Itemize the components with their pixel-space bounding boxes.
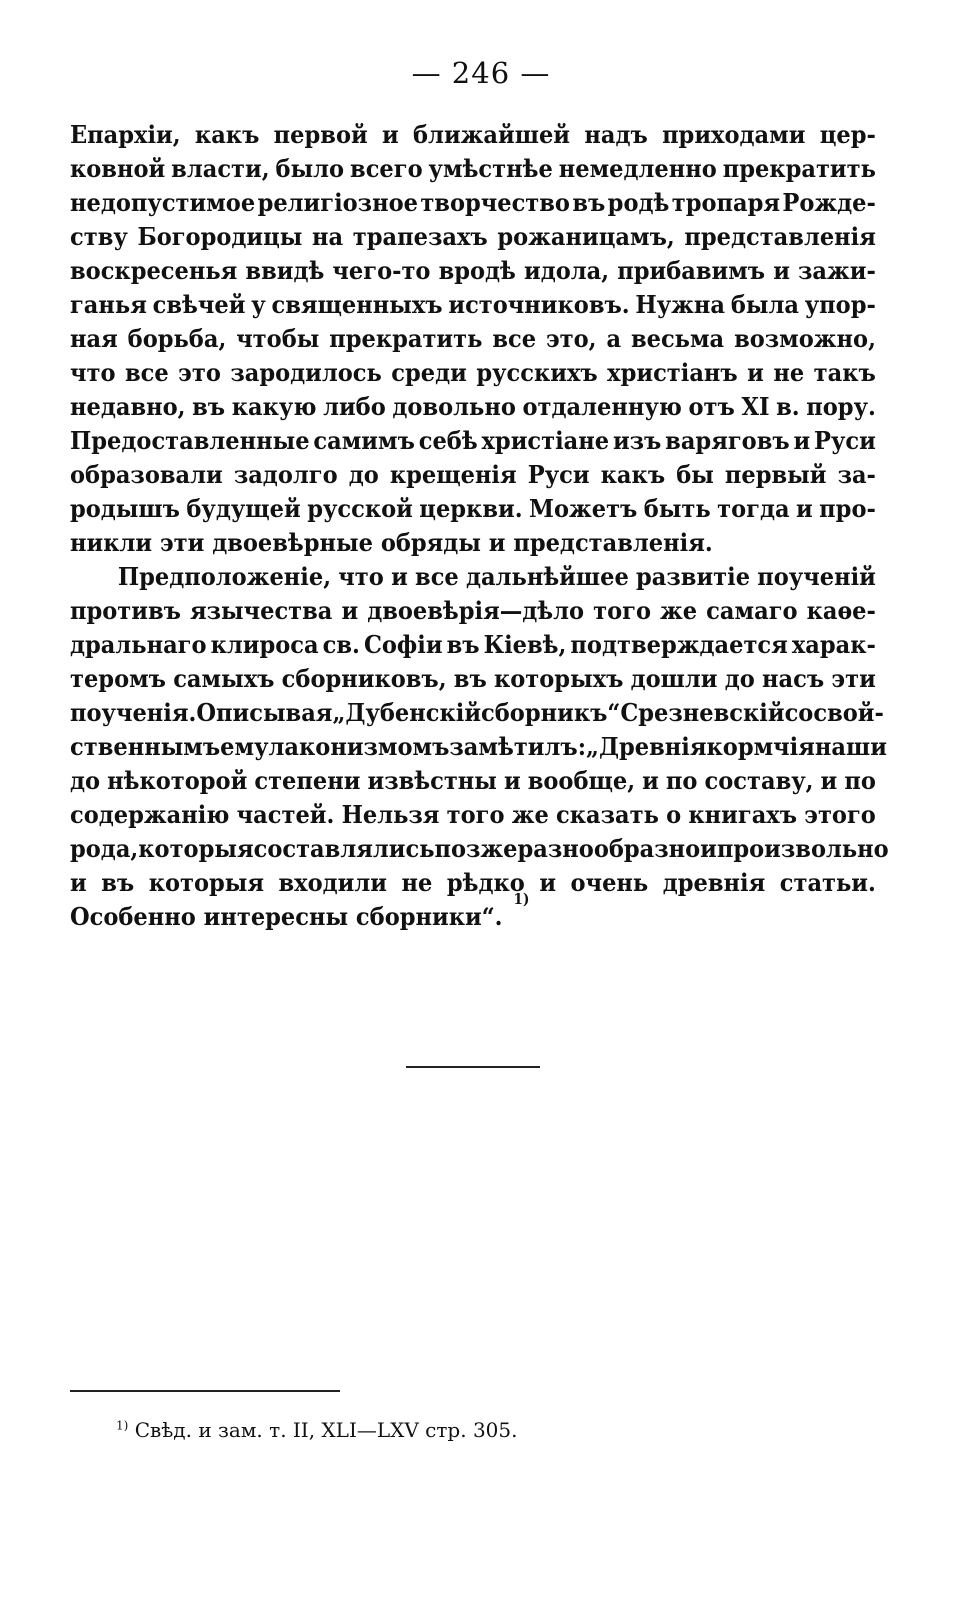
word: того — [593, 596, 651, 625]
word: ная — [70, 324, 118, 353]
word: дошли — [630, 664, 718, 693]
text-line — [70, 696, 884, 730]
word: религіозное — [257, 188, 418, 217]
word: до — [70, 766, 101, 795]
word: Богородицы — [137, 222, 303, 251]
word: либо — [323, 392, 386, 421]
section-divider — [406, 1066, 540, 1068]
word: двоевѣрія—дѣло — [367, 596, 585, 625]
word: же — [511, 800, 549, 829]
word: Епархіи, — [70, 120, 181, 149]
word: Предположеніе, — [117, 562, 332, 591]
footnote-divider — [70, 1390, 340, 1392]
word: Предоставленные — [70, 426, 310, 455]
text-line — [70, 526, 876, 560]
word: чтобы — [236, 324, 320, 353]
word: быть — [643, 494, 711, 523]
text-line — [70, 186, 876, 220]
word: вообще, — [527, 766, 636, 795]
word: русскихъ — [476, 358, 598, 387]
word: „Древнія — [586, 732, 707, 761]
word: и — [796, 494, 813, 523]
word: творчество — [420, 188, 570, 217]
word: этого — [804, 800, 876, 829]
word: сборникъ“ — [481, 698, 621, 727]
word: и — [391, 562, 408, 591]
word: дральнаго — [70, 630, 207, 659]
word: все — [124, 358, 169, 387]
word: свѣчей — [152, 290, 246, 319]
word: въ — [572, 188, 606, 217]
word: идола, — [524, 256, 610, 285]
text-line — [70, 866, 876, 900]
text-line — [70, 798, 876, 832]
word: наши — [814, 732, 887, 761]
word: была — [730, 290, 799, 319]
word: возможно, — [734, 324, 876, 353]
word: рода, — [70, 834, 139, 863]
text-line — [70, 891, 876, 934]
word: какую — [231, 392, 317, 421]
word: источниковъ. — [448, 290, 630, 319]
word: Рожде- — [782, 188, 876, 217]
line-text: Особенно интересны сборники“. — [70, 902, 503, 931]
word: отъ — [688, 392, 735, 421]
word: самаго — [706, 596, 798, 625]
word: статьи. — [779, 868, 876, 897]
word: пору. — [806, 392, 876, 421]
word: у — [251, 290, 266, 319]
word: немедленно — [558, 154, 717, 183]
word: очень — [570, 868, 649, 897]
word: довольно — [392, 392, 516, 421]
page-number: — 246 — — [411, 56, 551, 90]
word: бы — [676, 460, 714, 489]
word: весьма — [630, 324, 725, 353]
word: сказать — [556, 800, 659, 829]
text-line — [70, 730, 887, 764]
word: какъ — [600, 460, 666, 489]
word: поученій — [757, 562, 876, 591]
text-line — [70, 764, 876, 798]
word: варяговъ — [665, 426, 790, 455]
word: не — [401, 868, 433, 897]
word: до — [348, 460, 379, 489]
text-line — [70, 458, 876, 492]
word: кормчія — [706, 732, 815, 761]
word: приходами — [662, 120, 806, 149]
word: не — [773, 358, 805, 387]
word: было — [275, 154, 345, 183]
footnote-reference[interactable]: 1) — [513, 891, 530, 908]
word: и — [381, 120, 399, 149]
word: чего-то — [332, 256, 431, 285]
word: зажи- — [798, 256, 876, 285]
word: Кіевѣ, — [483, 630, 567, 659]
word: поученія. — [70, 698, 197, 727]
word: ственнымъ — [70, 732, 221, 761]
word: а — [606, 324, 622, 353]
word: свой- — [813, 698, 884, 727]
word: насъ — [762, 664, 825, 693]
text-line — [70, 322, 876, 356]
word: это, — [545, 324, 597, 353]
word: прекратить — [722, 154, 876, 183]
word: церкви. — [419, 494, 523, 523]
word: которыя — [148, 868, 265, 897]
text-line — [70, 424, 876, 458]
word: отдаленную — [522, 392, 682, 421]
paragraph-2 — [70, 560, 889, 934]
word: и — [341, 596, 359, 625]
word: родышъ — [70, 494, 180, 523]
word: клироса — [210, 630, 319, 659]
word: которыхъ — [493, 664, 624, 693]
word: задолго — [233, 460, 338, 489]
word: лаконизмомъ — [268, 732, 450, 761]
word: все — [492, 324, 537, 353]
word: упор- — [804, 290, 876, 319]
word: и — [747, 358, 764, 387]
word: степени — [254, 766, 361, 795]
word: подтверждается — [570, 630, 788, 659]
word: и — [773, 256, 790, 285]
body-text — [70, 118, 889, 934]
text-line — [70, 220, 876, 254]
word: представленія — [684, 222, 876, 251]
word: нѣкоторой — [107, 766, 248, 795]
word: прибавимъ — [617, 256, 766, 285]
word: древнія — [662, 868, 766, 897]
line-text: никли эти двоевѣрные обряды и представленія. — [70, 528, 713, 557]
word: недопустимое — [70, 188, 256, 217]
word: ему — [220, 732, 269, 761]
word: въ — [453, 664, 487, 693]
word: прекратить — [329, 324, 483, 353]
word: Софіи — [363, 630, 443, 659]
word: замѣтилъ: — [449, 732, 587, 761]
word: въ — [446, 630, 480, 659]
word: теромъ — [70, 664, 166, 693]
text-line — [70, 254, 876, 288]
word: все — [415, 562, 459, 591]
word: ству — [70, 222, 128, 251]
word: каѳе- — [806, 596, 876, 625]
text-line — [70, 288, 876, 322]
word: родѣ — [607, 188, 670, 217]
word: харак- — [791, 630, 876, 659]
word: XI — [741, 392, 770, 421]
word: и — [70, 868, 87, 897]
word: произвольно — [716, 834, 889, 863]
word: развитіе — [636, 562, 751, 591]
word: на — [312, 222, 344, 251]
text-line — [70, 594, 876, 628]
word: про- — [819, 494, 876, 523]
word: составу, — [704, 766, 814, 795]
word: будущей — [186, 494, 301, 523]
word: первый — [724, 460, 827, 489]
word: и — [503, 766, 521, 795]
text-line — [70, 628, 876, 662]
word: противъ — [70, 596, 181, 625]
word: язычества — [189, 596, 333, 625]
text-line — [70, 832, 889, 866]
word: со — [784, 698, 814, 727]
word: Руси — [527, 460, 590, 489]
word: ковной — [70, 154, 166, 183]
word: книгахъ — [688, 800, 798, 829]
word: тропаря — [671, 188, 781, 217]
word: что — [338, 562, 384, 591]
word: разнообразно — [517, 834, 701, 863]
word: того — [446, 800, 505, 829]
word: вродѣ — [438, 256, 516, 285]
word: русской — [307, 494, 413, 523]
word: входили — [278, 868, 388, 897]
word: по — [665, 766, 698, 795]
word: дальнѣйшее — [466, 562, 629, 591]
word: себѣ — [418, 426, 478, 455]
word: сборниковъ, — [281, 664, 447, 693]
word: ганья — [70, 290, 147, 319]
word: же — [660, 596, 698, 625]
word: ближайшей — [413, 120, 571, 149]
text-line — [70, 662, 876, 696]
text-line — [70, 118, 876, 152]
word: всего — [350, 154, 423, 183]
word: Можетъ — [529, 494, 638, 523]
footnote-text: Свѣд. и зам. т. II, XLI—LXV стр. 305. — [134, 1418, 518, 1442]
word: которыя — [138, 834, 254, 863]
word: трапезахъ — [352, 222, 488, 251]
text-line — [70, 492, 876, 526]
word: цер- — [819, 120, 876, 149]
word: такъ — [813, 358, 876, 387]
word: надъ — [584, 120, 648, 149]
word: о — [666, 800, 682, 829]
word: тогда — [717, 494, 790, 523]
word: образовали — [70, 460, 223, 489]
word: изъ — [612, 426, 662, 455]
word: эти — [831, 664, 876, 693]
word: св. — [322, 630, 360, 659]
word: Руси — [814, 426, 876, 455]
word: за- — [837, 460, 876, 489]
word: зародилось — [230, 358, 382, 387]
footnote-marker: 1) — [116, 1418, 129, 1433]
word: крещенія — [389, 460, 517, 489]
word: частей. — [236, 800, 335, 829]
word: и — [539, 868, 557, 897]
word: Нужна — [635, 290, 726, 319]
word: что — [70, 358, 116, 387]
word: первой — [273, 120, 368, 149]
word: в. — [776, 392, 800, 421]
word: власти, — [171, 154, 270, 183]
word: въ — [101, 868, 135, 897]
text-line — [70, 152, 876, 186]
word: рожаницамъ, — [497, 222, 675, 251]
word: составлялись — [253, 834, 435, 863]
word: и — [642, 766, 659, 795]
word: воскресенья — [70, 256, 238, 285]
word: по — [844, 766, 876, 795]
word: какъ — [194, 120, 260, 149]
word: въ — [192, 392, 226, 421]
footnote — [116, 1418, 517, 1442]
word: „Дубенскій — [332, 698, 482, 727]
word: и — [820, 766, 838, 795]
word: это — [178, 358, 221, 387]
word: Нельзя — [341, 800, 440, 829]
word: ввидѣ — [245, 256, 325, 285]
text-line — [70, 560, 876, 594]
word: извѣстны — [367, 766, 497, 795]
word: борьба, — [127, 324, 227, 353]
word: содержанію — [70, 800, 230, 829]
word: и — [700, 834, 717, 863]
text-line — [70, 390, 876, 424]
word: Срезневскій — [620, 698, 785, 727]
word: самыхъ — [173, 664, 275, 693]
word: позже — [434, 834, 518, 863]
word: священныхъ — [271, 290, 443, 319]
word: Описывая — [196, 698, 333, 727]
word: среди — [391, 358, 467, 387]
paragraph-1 — [70, 118, 876, 560]
word: и — [793, 426, 811, 455]
word: до — [724, 664, 755, 693]
word: умѣстнѣе — [428, 154, 553, 183]
word: христіане — [481, 426, 610, 455]
word: самимъ — [313, 426, 415, 455]
word: христіанъ — [607, 358, 738, 387]
word: рѣдко — [446, 868, 525, 897]
text-line — [70, 356, 876, 390]
word: недавно, — [70, 392, 186, 421]
